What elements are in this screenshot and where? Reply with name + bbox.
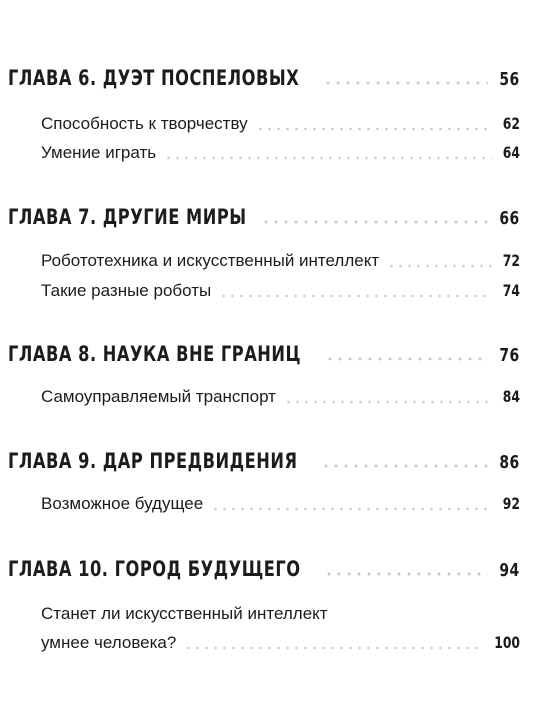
page-number: 100 <box>494 633 520 652</box>
section-title: Способность к творчеству <box>41 114 248 133</box>
page-number: 74 <box>502 281 520 300</box>
page-number: 66 <box>499 208 520 229</box>
toc-section-ch10-1-line1[interactable]: Станет ли искусственный интеллект <box>41 604 328 623</box>
section-title: Самоуправляемый транспорт <box>41 387 276 406</box>
page-number: 86 <box>499 452 520 473</box>
dot-leader <box>323 81 489 85</box>
section-title: Такие разные роботы <box>41 281 212 300</box>
section-title: Робототехника и искусственный интеллект <box>41 251 380 270</box>
page-number: 62 <box>502 114 520 133</box>
dot-leader <box>324 572 488 576</box>
page-number: 76 <box>499 345 520 366</box>
page-number: 84 <box>502 387 520 406</box>
page-number: 92 <box>502 494 520 513</box>
toc-section-ch7-1[interactable] <box>41 251 520 271</box>
dot-leader <box>256 127 492 131</box>
toc-section-ch7-2[interactable] <box>41 281 520 301</box>
chapter-title: ГЛАВА 8. НАУКА ВНЕ ГРАНИЦ <box>8 342 302 366</box>
dot-leader <box>219 294 492 298</box>
dot-leader <box>325 357 488 361</box>
page-number: 56 <box>499 69 520 90</box>
toc-section-ch8-1[interactable] <box>41 387 520 407</box>
section-title: умнее человека? <box>41 633 177 652</box>
toc-chapter-7[interactable] <box>8 205 520 229</box>
dot-leader <box>164 156 492 160</box>
chapter-title: ГЛАВА 6. ДУЭТ ПОСПЕЛОВЫХ <box>8 66 300 90</box>
section-title: Умение играть <box>41 143 157 162</box>
toc-chapter-6[interactable] <box>8 66 520 90</box>
section-title: Возможное будущее <box>41 494 204 513</box>
toc-chapter-9[interactable] <box>8 449 520 473</box>
chapter-title: ГЛАВА 10. ГОРОД БУДУЩЕГО <box>8 557 301 581</box>
toc-section-ch6-2[interactable] <box>41 143 520 163</box>
dot-leader <box>387 264 492 268</box>
dot-leader <box>184 646 482 650</box>
dot-leader <box>261 220 488 224</box>
dot-leader <box>211 507 492 511</box>
page-number: 94 <box>499 560 520 581</box>
dot-leader <box>284 400 492 404</box>
chapter-title: ГЛАВА 9. ДАР ПРЕДВИДЕНИЯ <box>8 449 298 473</box>
toc-section-ch9-1[interactable] <box>41 494 520 514</box>
toc-chapter-8[interactable] <box>8 342 520 366</box>
toc-section-ch10-1[interactable] <box>41 633 520 653</box>
toc-chapter-10[interactable] <box>8 557 520 581</box>
toc-section-ch6-1[interactable] <box>41 114 520 134</box>
dot-leader <box>321 464 489 468</box>
page-number: 72 <box>502 251 520 270</box>
chapter-title: ГЛАВА 7. ДРУГИЕ МИРЫ <box>8 205 247 229</box>
page-number: 64 <box>502 143 520 162</box>
